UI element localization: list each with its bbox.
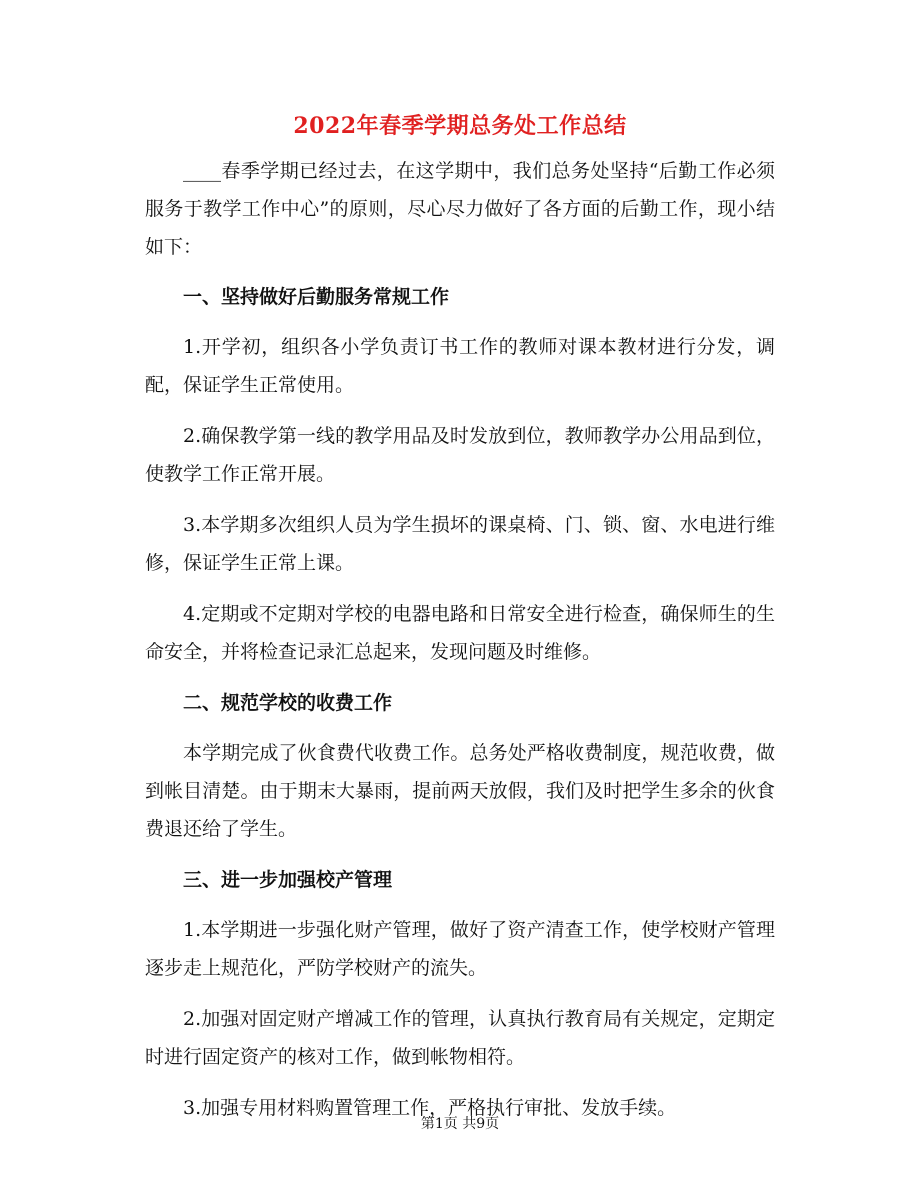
intro-paragraph: ____春季学期已经过去，在这学期中，我们总务处坚持“后勤工作必须服务于教学工作中心”的原则，尽心尽力做好了各方面的后勤工作，现小结如下： xyxy=(145,160,775,258)
document-body xyxy=(145,152,775,1140)
section-2-heading: 二、规范学校的收费工作 xyxy=(183,692,393,714)
section-1-item-2: 2.确保教学第一线的教学用品及时发放到位，教师教学办公用品到位，使教学工作正常开展。 xyxy=(145,425,775,485)
section-1-heading: 一、坚持做好后勤服务常规工作 xyxy=(183,286,450,308)
section-3-item-1: 1.本学期进一步强化财产管理，做好了资产清查工作，使学校财产管理逐步走上规范化，严防学校财产的流失。 xyxy=(145,919,775,979)
section-3-heading: 三、进一步加强校产管理 xyxy=(183,869,393,891)
section-2-body: 本学期完成了伙食费代收费工作。总务处严格收费制度，规范收费，做到帐目清楚。由于期末大暴雨，提前两天放假，我们及时把学生多余的伙食费退还给了学生。 xyxy=(145,742,775,840)
section-1-item-4: 4.定期或不定期对学校的电器电路和日常安全进行检查，确保师生的生命安全，并将检查记录汇总起来，发现问题及时维修。 xyxy=(145,603,775,663)
section-1-item-1: 1.开学初，组织各小学负责订书工作的教师对课本教材进行分发，调配，保证学生正常使用。 xyxy=(145,336,775,396)
page-number-footer: 第1页 共9页 xyxy=(420,1116,500,1132)
section-1-item-3: 3.本学期多次组织人员为学生损坏的课桌椅、门、锁、窗、水电进行维修，保证学生正常上课。 xyxy=(145,514,775,574)
section-3-item-3: 3.加强专用材料购置管理工作，严格执行审批、发放手续。 xyxy=(183,1097,677,1119)
document-title: 2022年春季学期总务处工作总结 xyxy=(293,113,627,139)
section-3-item-2: 2.加强对固定财产增减工作的管理，认真执行教育局有关规定，定期定时进行固定资产的核对工作，做到帐物相符。 xyxy=(145,1008,775,1068)
